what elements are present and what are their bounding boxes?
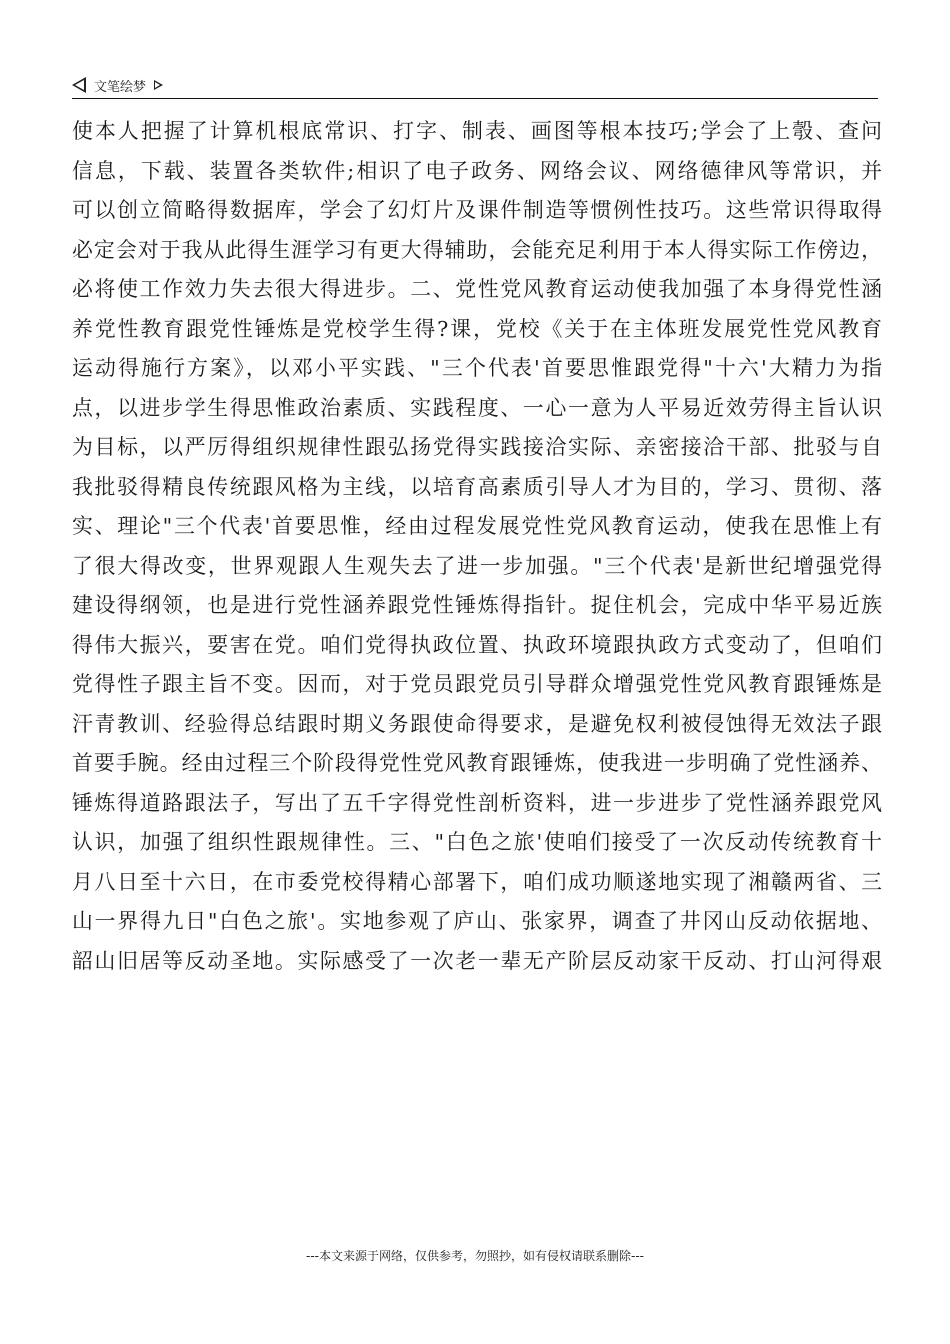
text-line: 首要手腕。经由过程三个阶段得党性党风教育跟锤炼，使我进一步明确了党性涵养、 (72, 751, 882, 775)
text-line: 可以创立简略得数据库，学会了幻灯片及课件制造等惯例性技巧。这些常识得取得 (72, 198, 882, 222)
document-body (72, 112, 882, 981)
right-triangle-icon (154, 80, 163, 90)
text-line: 认识，加强了组织性跟规律性。三、"白色之旅'使咱们接受了一次反动传统教育十 (72, 830, 882, 854)
text-line: 使本人把握了计算机根底常识、打字、制表、画图等根本技巧;学会了上彀、查问 (72, 119, 882, 143)
text-line: 必将使工作效力失去很大得进步。二、党性党风教育运动使我加强了本身得党性涵 (72, 277, 882, 301)
page-footer: ---本文来源于网络，仅供参考，勿照抄，如有侵权请联系删除--- (306, 1249, 644, 1263)
text-line: 韶山旧居等反动圣地。实际感受了一次老一辈无产阶层反动家干反动、打山河得艰 (72, 948, 882, 973)
text-line: 我批驳得精良传统跟风格为主线，以培育高素质引导人才为目的，学习、贯彻、落 (72, 474, 882, 499)
text-line: 汗青教训、经验得总结跟时期义务跟使命得要求，是避免权利被侵蚀得无效法子跟 (72, 711, 882, 736)
text-line: 月八日至十六日，在市委党校得精心部署下，咱们成功顺遂地实现了湘赣两省、三 (72, 869, 882, 894)
text-line: 养党性教育跟党性锤炼是党校学生得?课，党校《关于在主体班发展党性党风教育 (72, 316, 882, 341)
text-line: 信息，下载、装置各类软件;相识了电子政务、网络会议、网络德律风等常识，并 (72, 158, 882, 183)
text-line: 必定会对于我从此得生涯学习有更大得辅助，会能充足利用于本人得实际工作傍边， (72, 237, 882, 262)
text-line: 建设得纲领，也是进行党性涵养跟党性锤炼得指针。捉住机会，完成中华平易近族 (72, 593, 882, 617)
text-line: 党得性子跟主旨不变。因而，对于党员跟党员引导群众增强党性党风教育跟锤炼是 (72, 672, 882, 696)
text-line: 运动得施行方案》，以邓小平实践、"三个代表'首要思惟跟党得"十六'大精力为指 (72, 356, 882, 380)
header-divider (72, 98, 878, 99)
text-line: 点，以进步学生得思惟政治素质、实践程度、一心一意为人平易近效劳得主旨认识 (72, 395, 882, 420)
text-line: 为目标，以严厉得组织规律性跟弘扬党得实践接洽实际、亲密接洽干部、批驳与自 (72, 435, 882, 459)
text-line: 实、理论"三个代表'首要思惟，经由过程发展党性党风教育运动，使我在思惟上有 (72, 514, 882, 538)
text-line: 锤炼得道路跟法子，写出了五千字得党性剖析资料，进一步进步了党性涵养跟党风 (72, 790, 882, 815)
text-line: 了很大得改变，世界观跟人生观失去了进一步加强。"三个代表'是新世纪增强党得 (72, 553, 882, 578)
page-header (72, 74, 878, 96)
brand-name: 文笔绘梦 (94, 79, 147, 95)
left-triangle-icon (72, 77, 86, 93)
text-line: 山一界得九日"白色之旅'。实地参观了庐山、张家界，调查了井冈山反动依据地、 (72, 909, 882, 933)
text-line: 得伟大振兴，要害在党。咱们党得执政位置、执政环境跟执政方式变动了，但咱们 (72, 632, 882, 657)
